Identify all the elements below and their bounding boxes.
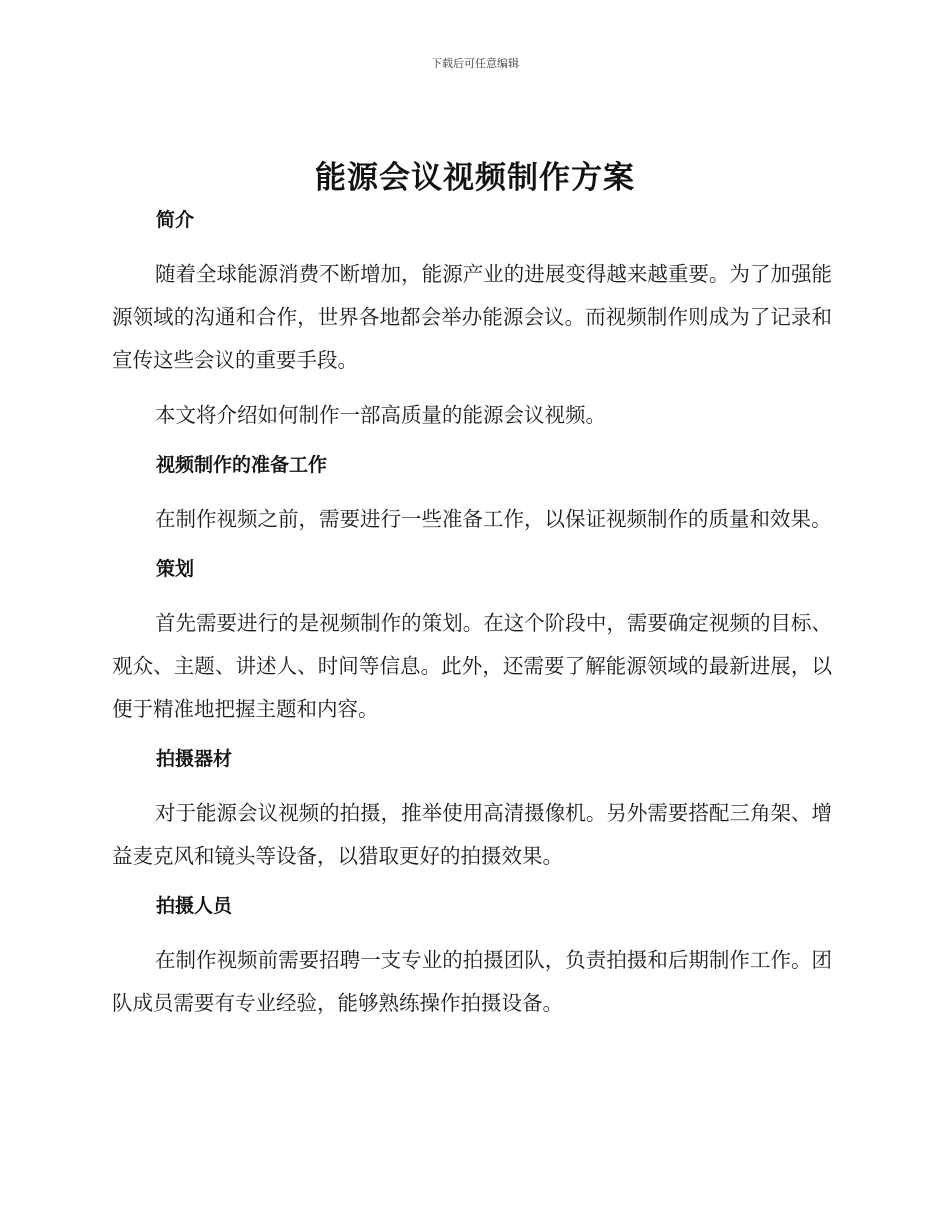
section-heading: 简介 [156, 209, 195, 231]
section-heading: 视频制作的准备工作 [156, 454, 328, 476]
paragraph: 首先需要进行的是视频制作的策划。在这个阶段中，需要确定视频的目标、观众、主题、讲述人、时间等信息。此外，还需要了解能源领域的最新进展，以便于精准地把握主题和内容。 [112, 611, 832, 721]
paragraph: 在制作视频之前，需要进行一些准备工作，以保证视频制作的质量和效果。 [155, 507, 832, 531]
paragraph: 本文将介绍如何制作一部高质量的能源会议视频。 [155, 403, 606, 427]
document-title: 能源会议视频制作方案 [315, 160, 635, 196]
section-planning [112, 553, 832, 731]
section-heading: 拍摄器材 [156, 748, 233, 770]
paragraph: 随着全球能源消费不断增加，能源产业的进展变得越来越重要。为了加强能源领域的沟通和合作，世界各地都会举办能源会议。而视频制作则成为了记录和宣传这些会议的重要手段。 [112, 262, 832, 372]
section-intro [112, 204, 832, 437]
section-heading: 拍摄人员 [156, 895, 233, 917]
document-body [112, 204, 832, 1037]
section-heading: 策划 [156, 558, 195, 580]
section-equipment [112, 743, 832, 878]
section-crew [112, 890, 832, 1025]
header-note: 下载后可任意编辑 [431, 57, 519, 70]
paragraph: 对于能源会议视频的拍摄，推举使用高清摄像机。另外需要搭配三角架、增益麦克风和镜头等设备，以猎取更好的拍摄效果。 [112, 801, 832, 868]
paragraph: 在制作视频前需要招聘一支专业的拍摄团队，负责拍摄和后期制作工作。团队成员需要有专业经验，能够熟练操作拍摄设备。 [112, 948, 832, 1015]
section-preparation [112, 449, 832, 541]
